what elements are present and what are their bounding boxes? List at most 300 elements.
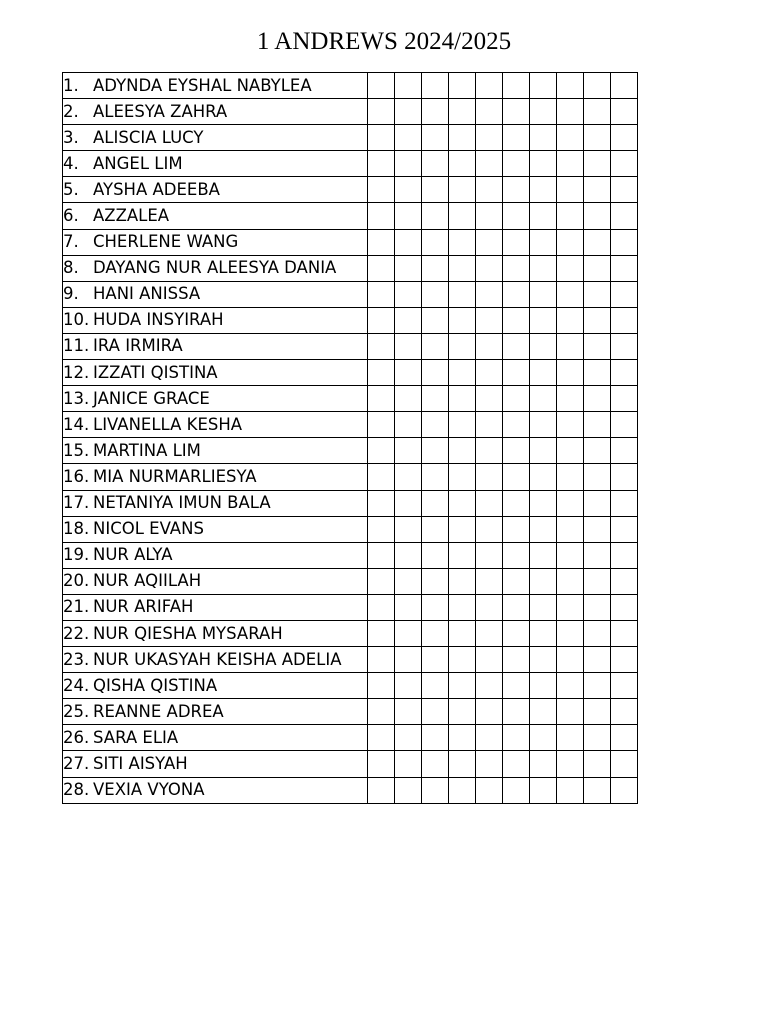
check-cell[interactable] bbox=[530, 751, 557, 777]
check-cell[interactable] bbox=[530, 255, 557, 281]
check-cell[interactable] bbox=[584, 647, 611, 673]
check-cell[interactable] bbox=[395, 438, 422, 464]
check-cell[interactable] bbox=[449, 73, 476, 99]
check-cell[interactable] bbox=[611, 333, 638, 359]
check-cell[interactable] bbox=[449, 307, 476, 333]
check-cell[interactable] bbox=[422, 568, 449, 594]
check-cell[interactable] bbox=[530, 203, 557, 229]
check-cell[interactable] bbox=[368, 751, 395, 777]
check-cell[interactable] bbox=[422, 125, 449, 151]
check-cell[interactable] bbox=[530, 620, 557, 646]
check-cell[interactable] bbox=[422, 333, 449, 359]
check-cell[interactable] bbox=[368, 281, 395, 307]
check-cell[interactable] bbox=[449, 360, 476, 386]
check-cell[interactable] bbox=[503, 99, 530, 125]
check-cell[interactable] bbox=[476, 177, 503, 203]
student-name: ADYNDA EYSHAL NABYLEA bbox=[93, 75, 312, 95]
check-cell[interactable] bbox=[368, 673, 395, 699]
check-cell[interactable] bbox=[476, 594, 503, 620]
check-cell[interactable] bbox=[584, 594, 611, 620]
check-cell[interactable] bbox=[503, 360, 530, 386]
check-cell[interactable] bbox=[422, 99, 449, 125]
check-cell[interactable] bbox=[611, 725, 638, 751]
check-cell[interactable] bbox=[395, 177, 422, 203]
check-cell[interactable] bbox=[530, 490, 557, 516]
check-cell[interactable] bbox=[476, 229, 503, 255]
check-cell[interactable] bbox=[449, 673, 476, 699]
check-cell[interactable] bbox=[611, 699, 638, 725]
check-cell[interactable] bbox=[368, 177, 395, 203]
check-cell[interactable] bbox=[476, 673, 503, 699]
table-row bbox=[63, 438, 638, 464]
student-number: 3. bbox=[63, 127, 79, 147]
check-cell[interactable] bbox=[395, 516, 422, 542]
check-cell[interactable] bbox=[557, 725, 584, 751]
check-cell[interactable] bbox=[449, 386, 476, 412]
check-cell[interactable] bbox=[503, 594, 530, 620]
check-cell[interactable] bbox=[449, 255, 476, 281]
check-cell[interactable] bbox=[422, 699, 449, 725]
check-cell[interactable] bbox=[449, 99, 476, 125]
check-cell[interactable] bbox=[611, 281, 638, 307]
check-cell[interactable] bbox=[449, 151, 476, 177]
check-cell[interactable] bbox=[476, 620, 503, 646]
check-cell[interactable] bbox=[530, 673, 557, 699]
check-cell[interactable] bbox=[530, 725, 557, 751]
check-cell[interactable] bbox=[476, 490, 503, 516]
check-cell[interactable] bbox=[503, 307, 530, 333]
check-cell[interactable] bbox=[449, 542, 476, 568]
check-cell[interactable] bbox=[368, 777, 395, 803]
check-cell[interactable] bbox=[611, 255, 638, 281]
check-cell[interactable] bbox=[611, 360, 638, 386]
check-cell[interactable] bbox=[476, 125, 503, 151]
check-cell[interactable] bbox=[476, 412, 503, 438]
check-cell[interactable] bbox=[476, 647, 503, 673]
check-cell[interactable] bbox=[530, 438, 557, 464]
check-cell[interactable] bbox=[395, 620, 422, 646]
check-cell[interactable] bbox=[395, 99, 422, 125]
check-cell[interactable] bbox=[476, 464, 503, 490]
check-cell[interactable] bbox=[395, 125, 422, 151]
check-cell[interactable] bbox=[395, 333, 422, 359]
check-cell[interactable] bbox=[530, 594, 557, 620]
check-cell[interactable] bbox=[530, 647, 557, 673]
check-cell[interactable] bbox=[449, 333, 476, 359]
check-cell[interactable] bbox=[422, 412, 449, 438]
check-cell[interactable] bbox=[449, 699, 476, 725]
check-cell[interactable] bbox=[503, 542, 530, 568]
check-cell[interactable] bbox=[449, 490, 476, 516]
check-cell[interactable] bbox=[557, 490, 584, 516]
check-cell[interactable] bbox=[530, 151, 557, 177]
check-cell[interactable] bbox=[557, 229, 584, 255]
check-cell[interactable] bbox=[395, 229, 422, 255]
check-cell[interactable] bbox=[584, 516, 611, 542]
check-cell[interactable] bbox=[557, 542, 584, 568]
check-cell[interactable] bbox=[368, 568, 395, 594]
check-cell[interactable] bbox=[557, 281, 584, 307]
check-cell[interactable] bbox=[395, 386, 422, 412]
check-cell[interactable] bbox=[611, 490, 638, 516]
student-name: AZZALEA bbox=[93, 206, 170, 226]
check-cell[interactable] bbox=[557, 620, 584, 646]
check-cell[interactable] bbox=[503, 464, 530, 490]
check-cell[interactable] bbox=[368, 125, 395, 151]
check-cell[interactable] bbox=[476, 360, 503, 386]
check-cell[interactable] bbox=[422, 620, 449, 646]
check-cell[interactable] bbox=[611, 751, 638, 777]
check-cell[interactable] bbox=[422, 464, 449, 490]
check-cell[interactable] bbox=[584, 360, 611, 386]
check-cell[interactable] bbox=[395, 699, 422, 725]
check-cell[interactable] bbox=[503, 203, 530, 229]
check-cell[interactable] bbox=[557, 255, 584, 281]
check-cell[interactable] bbox=[368, 203, 395, 229]
check-cell[interactable] bbox=[611, 777, 638, 803]
check-cell[interactable] bbox=[530, 99, 557, 125]
check-cell[interactable] bbox=[449, 412, 476, 438]
check-cell[interactable] bbox=[368, 542, 395, 568]
check-cell[interactable] bbox=[611, 412, 638, 438]
check-cell[interactable] bbox=[503, 568, 530, 594]
check-cell[interactable] bbox=[449, 777, 476, 803]
check-cell[interactable] bbox=[557, 386, 584, 412]
check-cell[interactable] bbox=[503, 412, 530, 438]
check-cell[interactable] bbox=[476, 699, 503, 725]
check-cell[interactable] bbox=[557, 360, 584, 386]
check-cell[interactable] bbox=[395, 203, 422, 229]
check-cell[interactable] bbox=[530, 333, 557, 359]
check-cell[interactable] bbox=[476, 203, 503, 229]
check-cell[interactable] bbox=[422, 255, 449, 281]
check-cell[interactable] bbox=[368, 412, 395, 438]
check-cell[interactable] bbox=[584, 386, 611, 412]
student-name: NUR UKASYAH KEISHA ADELIA bbox=[93, 649, 342, 669]
check-cell[interactable] bbox=[557, 594, 584, 620]
check-cell[interactable] bbox=[557, 177, 584, 203]
check-cell[interactable] bbox=[530, 281, 557, 307]
check-cell[interactable] bbox=[368, 99, 395, 125]
check-cell[interactable] bbox=[503, 699, 530, 725]
check-cell[interactable] bbox=[611, 620, 638, 646]
check-cell[interactable] bbox=[395, 307, 422, 333]
check-cell[interactable] bbox=[584, 725, 611, 751]
check-cell[interactable] bbox=[557, 647, 584, 673]
check-cell[interactable] bbox=[368, 333, 395, 359]
check-cell[interactable] bbox=[422, 542, 449, 568]
student-name: REANNE ADREA bbox=[93, 701, 224, 721]
check-cell[interactable] bbox=[584, 699, 611, 725]
check-cell[interactable] bbox=[368, 490, 395, 516]
check-cell[interactable] bbox=[395, 412, 422, 438]
check-cell[interactable] bbox=[557, 307, 584, 333]
table-row bbox=[63, 177, 638, 203]
check-cell[interactable] bbox=[422, 725, 449, 751]
check-cell[interactable] bbox=[584, 203, 611, 229]
check-cell[interactable] bbox=[476, 255, 503, 281]
check-cell[interactable] bbox=[557, 438, 584, 464]
student-name-cell bbox=[63, 516, 368, 542]
check-cell[interactable] bbox=[503, 177, 530, 203]
check-cell[interactable] bbox=[503, 777, 530, 803]
check-cell[interactable] bbox=[584, 673, 611, 699]
check-cell[interactable] bbox=[449, 203, 476, 229]
check-cell[interactable] bbox=[584, 490, 611, 516]
check-cell[interactable] bbox=[611, 438, 638, 464]
check-cell[interactable] bbox=[395, 751, 422, 777]
check-cell[interactable] bbox=[584, 307, 611, 333]
check-cell[interactable] bbox=[611, 177, 638, 203]
table-row bbox=[63, 725, 638, 751]
check-cell[interactable] bbox=[557, 673, 584, 699]
check-cell[interactable] bbox=[368, 229, 395, 255]
check-cell[interactable] bbox=[503, 281, 530, 307]
check-cell[interactable] bbox=[449, 464, 476, 490]
check-cell[interactable] bbox=[449, 177, 476, 203]
check-cell[interactable] bbox=[449, 281, 476, 307]
check-cell[interactable] bbox=[557, 568, 584, 594]
check-cell[interactable] bbox=[422, 386, 449, 412]
check-cell[interactable] bbox=[584, 568, 611, 594]
check-cell[interactable] bbox=[611, 203, 638, 229]
check-cell[interactable] bbox=[584, 438, 611, 464]
check-cell[interactable] bbox=[503, 490, 530, 516]
check-cell[interactable] bbox=[530, 777, 557, 803]
check-cell[interactable] bbox=[530, 73, 557, 99]
check-cell[interactable] bbox=[530, 386, 557, 412]
check-cell[interactable] bbox=[449, 647, 476, 673]
check-cell[interactable] bbox=[503, 516, 530, 542]
student-number: 26. bbox=[63, 727, 90, 747]
check-cell[interactable] bbox=[584, 177, 611, 203]
check-cell[interactable] bbox=[476, 151, 503, 177]
check-cell[interactable] bbox=[530, 177, 557, 203]
check-cell[interactable] bbox=[530, 464, 557, 490]
check-cell[interactable] bbox=[368, 386, 395, 412]
check-cell[interactable] bbox=[449, 516, 476, 542]
check-cell[interactable] bbox=[422, 751, 449, 777]
check-cell[interactable] bbox=[368, 151, 395, 177]
check-cell[interactable] bbox=[368, 360, 395, 386]
check-cell[interactable] bbox=[476, 777, 503, 803]
check-cell[interactable] bbox=[476, 725, 503, 751]
check-cell[interactable] bbox=[611, 151, 638, 177]
check-cell[interactable] bbox=[368, 620, 395, 646]
check-cell[interactable] bbox=[503, 725, 530, 751]
student-number: 13. bbox=[63, 388, 90, 408]
check-cell[interactable] bbox=[584, 255, 611, 281]
check-cell[interactable] bbox=[476, 307, 503, 333]
check-cell[interactable] bbox=[395, 568, 422, 594]
check-cell[interactable] bbox=[422, 490, 449, 516]
check-cell[interactable] bbox=[368, 255, 395, 281]
check-cell[interactable] bbox=[584, 777, 611, 803]
check-cell[interactable] bbox=[584, 229, 611, 255]
check-cell[interactable] bbox=[368, 516, 395, 542]
check-cell[interactable] bbox=[530, 699, 557, 725]
check-cell[interactable] bbox=[476, 751, 503, 777]
check-cell[interactable] bbox=[611, 73, 638, 99]
check-cell[interactable] bbox=[476, 73, 503, 99]
check-cell[interactable] bbox=[395, 281, 422, 307]
check-cell[interactable] bbox=[422, 281, 449, 307]
student-name: IRA IRMIRA bbox=[93, 336, 183, 356]
check-cell[interactable] bbox=[503, 620, 530, 646]
check-cell[interactable] bbox=[611, 568, 638, 594]
check-cell[interactable] bbox=[395, 464, 422, 490]
check-cell[interactable] bbox=[422, 229, 449, 255]
student-name: MIA NURMARLIESYA bbox=[93, 466, 257, 486]
check-cell[interactable] bbox=[449, 725, 476, 751]
check-cell[interactable] bbox=[476, 99, 503, 125]
check-cell[interactable] bbox=[476, 386, 503, 412]
check-cell[interactable] bbox=[368, 464, 395, 490]
check-cell[interactable] bbox=[611, 542, 638, 568]
check-cell[interactable] bbox=[476, 333, 503, 359]
check-cell[interactable] bbox=[584, 751, 611, 777]
check-cell[interactable] bbox=[422, 177, 449, 203]
check-cell[interactable] bbox=[449, 594, 476, 620]
check-cell[interactable] bbox=[530, 360, 557, 386]
check-cell[interactable] bbox=[557, 333, 584, 359]
check-cell[interactable] bbox=[557, 751, 584, 777]
check-cell[interactable] bbox=[395, 151, 422, 177]
check-cell[interactable] bbox=[449, 568, 476, 594]
student-name-cell bbox=[63, 777, 368, 803]
check-cell[interactable] bbox=[584, 281, 611, 307]
check-cell[interactable] bbox=[530, 125, 557, 151]
check-cell[interactable] bbox=[395, 725, 422, 751]
student-name: MARTINA LIM bbox=[93, 440, 201, 460]
check-cell[interactable] bbox=[395, 542, 422, 568]
check-cell[interactable] bbox=[557, 99, 584, 125]
check-cell[interactable] bbox=[557, 412, 584, 438]
check-cell[interactable] bbox=[368, 307, 395, 333]
check-cell[interactable] bbox=[584, 125, 611, 151]
check-cell[interactable] bbox=[395, 490, 422, 516]
check-cell[interactable] bbox=[584, 542, 611, 568]
check-cell[interactable] bbox=[422, 73, 449, 99]
check-cell[interactable] bbox=[584, 73, 611, 99]
check-cell[interactable] bbox=[422, 594, 449, 620]
check-cell[interactable] bbox=[422, 203, 449, 229]
check-cell[interactable] bbox=[611, 464, 638, 490]
check-cell[interactable] bbox=[449, 751, 476, 777]
check-cell[interactable] bbox=[368, 73, 395, 99]
check-cell[interactable] bbox=[449, 229, 476, 255]
check-cell[interactable] bbox=[395, 360, 422, 386]
check-cell[interactable] bbox=[395, 777, 422, 803]
check-cell[interactable] bbox=[368, 438, 395, 464]
check-cell[interactable] bbox=[368, 725, 395, 751]
check-cell[interactable] bbox=[611, 673, 638, 699]
check-cell[interactable] bbox=[503, 751, 530, 777]
check-cell[interactable] bbox=[530, 229, 557, 255]
check-cell[interactable] bbox=[611, 307, 638, 333]
check-cell[interactable] bbox=[422, 151, 449, 177]
check-cell[interactable] bbox=[530, 412, 557, 438]
table-row bbox=[63, 490, 638, 516]
check-cell[interactable] bbox=[395, 647, 422, 673]
check-cell[interactable] bbox=[557, 151, 584, 177]
check-cell[interactable] bbox=[368, 647, 395, 673]
check-cell[interactable] bbox=[503, 255, 530, 281]
check-cell[interactable] bbox=[584, 333, 611, 359]
check-cell[interactable] bbox=[395, 73, 422, 99]
check-cell[interactable] bbox=[584, 620, 611, 646]
check-cell[interactable] bbox=[530, 542, 557, 568]
check-cell[interactable] bbox=[611, 594, 638, 620]
check-cell[interactable] bbox=[395, 673, 422, 699]
check-cell[interactable] bbox=[476, 438, 503, 464]
check-cell[interactable] bbox=[557, 777, 584, 803]
check-cell[interactable] bbox=[476, 542, 503, 568]
check-cell[interactable] bbox=[557, 125, 584, 151]
check-cell[interactable] bbox=[611, 99, 638, 125]
check-cell[interactable] bbox=[503, 438, 530, 464]
check-cell[interactable] bbox=[476, 516, 503, 542]
check-cell[interactable] bbox=[530, 568, 557, 594]
student-number: 12. bbox=[63, 362, 90, 382]
check-cell[interactable] bbox=[611, 516, 638, 542]
check-cell[interactable] bbox=[503, 673, 530, 699]
check-cell[interactable] bbox=[611, 386, 638, 412]
check-cell[interactable] bbox=[476, 568, 503, 594]
check-cell[interactable] bbox=[368, 594, 395, 620]
check-cell[interactable] bbox=[503, 125, 530, 151]
check-cell[interactable] bbox=[476, 281, 503, 307]
check-cell[interactable] bbox=[530, 307, 557, 333]
check-cell[interactable] bbox=[422, 516, 449, 542]
check-cell[interactable] bbox=[503, 333, 530, 359]
check-cell[interactable] bbox=[449, 438, 476, 464]
check-cell[interactable] bbox=[557, 464, 584, 490]
check-cell[interactable] bbox=[422, 307, 449, 333]
check-cell[interactable] bbox=[611, 125, 638, 151]
check-cell[interactable] bbox=[503, 386, 530, 412]
check-cell[interactable] bbox=[584, 412, 611, 438]
check-cell[interactable] bbox=[557, 516, 584, 542]
check-cell[interactable] bbox=[584, 99, 611, 125]
check-cell[interactable] bbox=[557, 203, 584, 229]
check-cell[interactable] bbox=[503, 647, 530, 673]
student-name-cell bbox=[63, 255, 368, 281]
check-cell[interactable] bbox=[503, 73, 530, 99]
check-cell[interactable] bbox=[395, 255, 422, 281]
check-cell[interactable] bbox=[449, 125, 476, 151]
check-cell[interactable] bbox=[449, 620, 476, 646]
check-cell[interactable] bbox=[611, 229, 638, 255]
check-cell[interactable] bbox=[422, 360, 449, 386]
check-cell[interactable] bbox=[611, 647, 638, 673]
check-cell[interactable] bbox=[422, 647, 449, 673]
student-name-cell bbox=[63, 751, 368, 777]
check-cell[interactable] bbox=[503, 229, 530, 255]
check-cell[interactable] bbox=[368, 699, 395, 725]
check-cell[interactable] bbox=[422, 777, 449, 803]
student-number: 17. bbox=[63, 493, 90, 513]
check-cell[interactable] bbox=[530, 516, 557, 542]
check-cell[interactable] bbox=[422, 673, 449, 699]
check-cell[interactable] bbox=[422, 438, 449, 464]
check-cell[interactable] bbox=[557, 73, 584, 99]
check-cell[interactable] bbox=[503, 151, 530, 177]
check-cell[interactable] bbox=[584, 151, 611, 177]
check-cell[interactable] bbox=[557, 699, 584, 725]
check-cell[interactable] bbox=[395, 594, 422, 620]
check-cell[interactable] bbox=[584, 464, 611, 490]
